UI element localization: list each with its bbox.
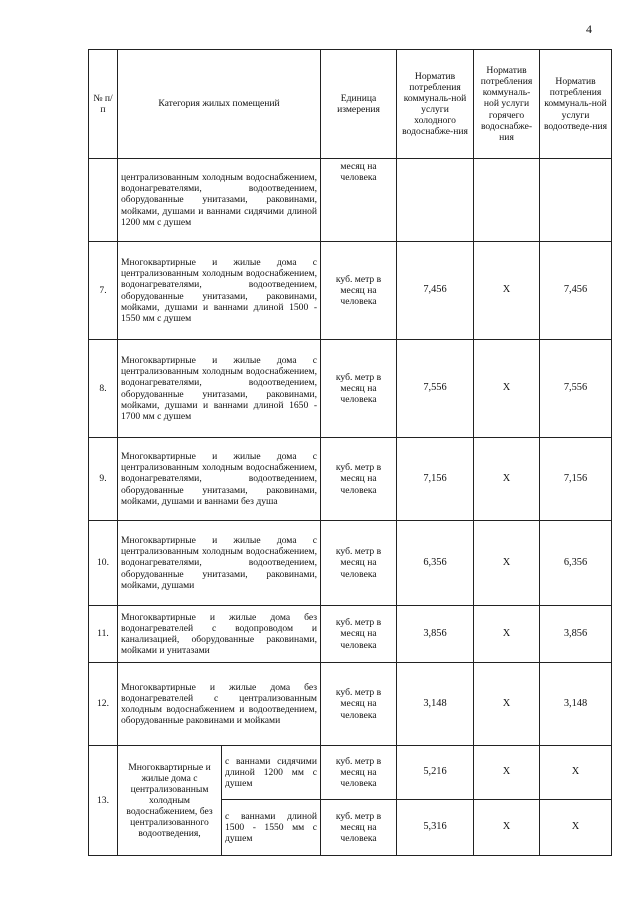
row-cold-value: 7,456: [397, 242, 474, 340]
table-row: [89, 242, 612, 340]
row-number: 13.: [89, 746, 118, 856]
row-drain-value: 3,856: [540, 606, 612, 663]
row-cold-value: 3,148: [397, 663, 474, 746]
header-category: Категория жилых помещений: [118, 50, 321, 159]
row-drain-value: [540, 159, 612, 242]
page-number: 4: [586, 22, 592, 36]
row-unit: куб. метр в месяц на человека: [321, 746, 397, 800]
row-category: Многоквартирные и жилые дома без водонагревателей с водопроводом и канализацией, оборудованные раковинами, мойками и унитазами: [118, 606, 321, 663]
row-hot-value: X: [474, 606, 540, 663]
row-unit: куб. метр в месяц на человека: [321, 521, 397, 606]
table-row: [89, 438, 612, 521]
row-unit: куб. метр в месяц на человека: [321, 340, 397, 438]
row-subcategory: с ваннами сидячими длиной 1200 мм с душем: [222, 746, 321, 800]
header-row: [89, 50, 612, 159]
row-hot-value: X: [474, 340, 540, 438]
row-cold-value: 7,556: [397, 340, 474, 438]
header-drainage-norm: Норматив потребления коммуналь-ной услуги водоотведе-ния: [540, 50, 612, 159]
row-unit: куб. метр в месяц на человека: [321, 663, 397, 746]
row-drain-value: 6,356: [540, 521, 612, 606]
row-number: 7.: [89, 242, 118, 340]
row-drain-value: 7,456: [540, 242, 612, 340]
row-number: 10.: [89, 521, 118, 606]
row-category: Многоквартирные и жилые дома с централизованным холодным водоснабжением, водонагревателями, водоотведением, оборудованные унитазами, раковинами, мойками, душами и ваннами длиной 1500 - 1550 мм с душем: [118, 242, 321, 340]
row-category: Многоквартирные и жилые дома с централизованным холодным водоснабжением, водонагревателями, водоотведением, оборудованные унитазами, раковинами, мойками, душами и ваннами без душа: [118, 438, 321, 521]
row-category: Многоквартирные и жилые дома без водонагревателей с централизованным холодным водоснабжением и водоотведением, оборудованные раковинами и мойками: [118, 663, 321, 746]
header-cold-water-norm: Норматив потребления коммуналь-ной услуги холодного водоснабже-ния: [397, 50, 474, 159]
norms-table: [88, 49, 612, 856]
row-number: [89, 159, 118, 242]
header-num: № п/п: [89, 50, 118, 159]
row-hot-value: X: [474, 438, 540, 521]
table-row: [89, 746, 612, 800]
row-number: 12.: [89, 663, 118, 746]
row-cold-value: 3,856: [397, 606, 474, 663]
row-hot-value: X: [474, 521, 540, 606]
row-category: централизованным холодным водоснабжением, водонагревателями, водоотведением, оборудованные унитазами, раковинами, мойками, душами и ваннами сидячими длиной 1200 мм с душем: [118, 159, 321, 242]
header-hot-water-norm: Норматив потребления коммуналь-ной услуги горячего водоснабже-ния: [474, 50, 540, 159]
row-number: 11.: [89, 606, 118, 663]
row-unit: месяц на человека: [321, 159, 397, 242]
row-drain-value: X: [540, 746, 612, 800]
table-row: [89, 159, 612, 242]
row-subcategory: с ваннами длиной 1500 - 1550 мм с душем: [222, 800, 321, 856]
row-category: Многоквартирные и жилые дома с централизованным холодным водоснабжением, без централизованного водоотведения,: [118, 746, 222, 856]
row-hot-value: X: [474, 800, 540, 856]
row-unit: куб. метр в месяц на человека: [321, 606, 397, 663]
table-row: [89, 663, 612, 746]
table-row: [89, 340, 612, 438]
row-drain-value: 7,556: [540, 340, 612, 438]
row-unit: куб. метр в месяц на человека: [321, 438, 397, 521]
row-cold-value: 6,356: [397, 521, 474, 606]
table-row: [89, 521, 612, 606]
row-category: Многоквартирные и жилые дома с централизованным холодным водоснабжением, водонагревателями, водоотведением, оборудованные унитазами, раковинами, мойками, душами и ваннами длиной 1650 - 1700 мм с душем: [118, 340, 321, 438]
row-unit: куб. метр в месяц на человека: [321, 800, 397, 856]
row-cold-value: 5,216: [397, 746, 474, 800]
row-hot-value: [474, 159, 540, 242]
table-row: [89, 606, 612, 663]
row-unit: куб. метр в месяц на человека: [321, 242, 397, 340]
header-unit: Единица измерения: [321, 50, 397, 159]
row-cold-value: 5,316: [397, 800, 474, 856]
row-cold-value: [397, 159, 474, 242]
row-drain-value: X: [540, 800, 612, 856]
row-cold-value: 7,156: [397, 438, 474, 521]
row-drain-value: 3,148: [540, 663, 612, 746]
row-hot-value: X: [474, 242, 540, 340]
row-number: 9.: [89, 438, 118, 521]
row-drain-value: 7,156: [540, 438, 612, 521]
row-hot-value: X: [474, 663, 540, 746]
row-number: 8.: [89, 340, 118, 438]
row-hot-value: X: [474, 746, 540, 800]
row-category: Многоквартирные и жилые дома с централизованным холодным водоснабжением, водонагревателями, водоотведением, оборудованные унитазами, раковинами, мойками, душами: [118, 521, 321, 606]
